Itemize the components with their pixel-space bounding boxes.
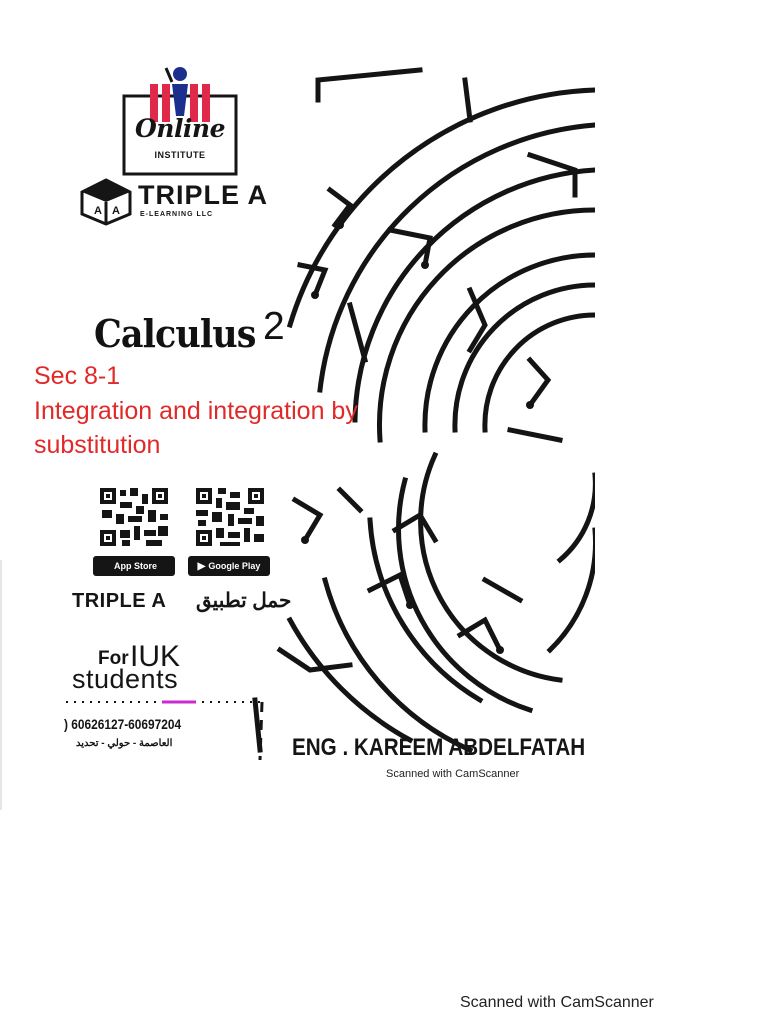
google-play-label: Google Play — [208, 561, 261, 571]
vertical-tick-marks — [252, 700, 272, 770]
qr-code-google-play[interactable] — [194, 486, 266, 548]
dotted-divider — [66, 694, 276, 714]
address-ar: العاصمة - حولي - تحديد — [76, 738, 173, 749]
google-play-badge[interactable] — [188, 556, 270, 576]
app-store-badge[interactable] — [93, 556, 175, 576]
online-logo-sub: INSTITUTE — [154, 150, 206, 160]
section-code: Sec 8-1 — [34, 362, 121, 390]
section-title-line2: substitution — [34, 431, 161, 459]
course-title: Calculus — [94, 311, 256, 356]
svg-text:A: A — [112, 205, 120, 217]
app-store-label: App Store — [113, 561, 157, 571]
play-icon: ▶ — [197, 560, 206, 572]
triple-a-logo — [80, 178, 280, 226]
online-institute-logo — [122, 66, 238, 176]
section-title-line1: Integration and integration by — [34, 397, 358, 425]
for-label: For — [98, 648, 129, 669]
course-number: 2 — [263, 305, 285, 348]
students-label: students — [72, 664, 179, 694]
camscanner-watermark-small: Scanned with CamScanner — [386, 768, 520, 780]
get-app-label-ar: حمل تطبيق — [196, 590, 292, 612]
cube-logo-icon — [80, 178, 132, 226]
qr-code-app-store[interactable] — [98, 486, 170, 548]
triple-a-logo-word: TRIPLE A — [138, 180, 269, 210]
camscanner-watermark-footer: Scanned with CamScanner — [460, 994, 654, 1011]
triple-a-logo-sub: E-LEARNING LLC — [140, 211, 214, 218]
svg-text:A: A — [94, 205, 102, 217]
get-app-label-en: TRIPLE A — [72, 590, 167, 612]
online-logo-word: Online — [134, 114, 226, 143]
engineer-name: ENG . KAREEM ABDELFATAH — [292, 734, 586, 761]
university-label: IUK — [130, 640, 181, 673]
phone-numbers: ) 60626127-60697204 — [64, 716, 182, 732]
scan-edge-shadow — [0, 560, 2, 810]
